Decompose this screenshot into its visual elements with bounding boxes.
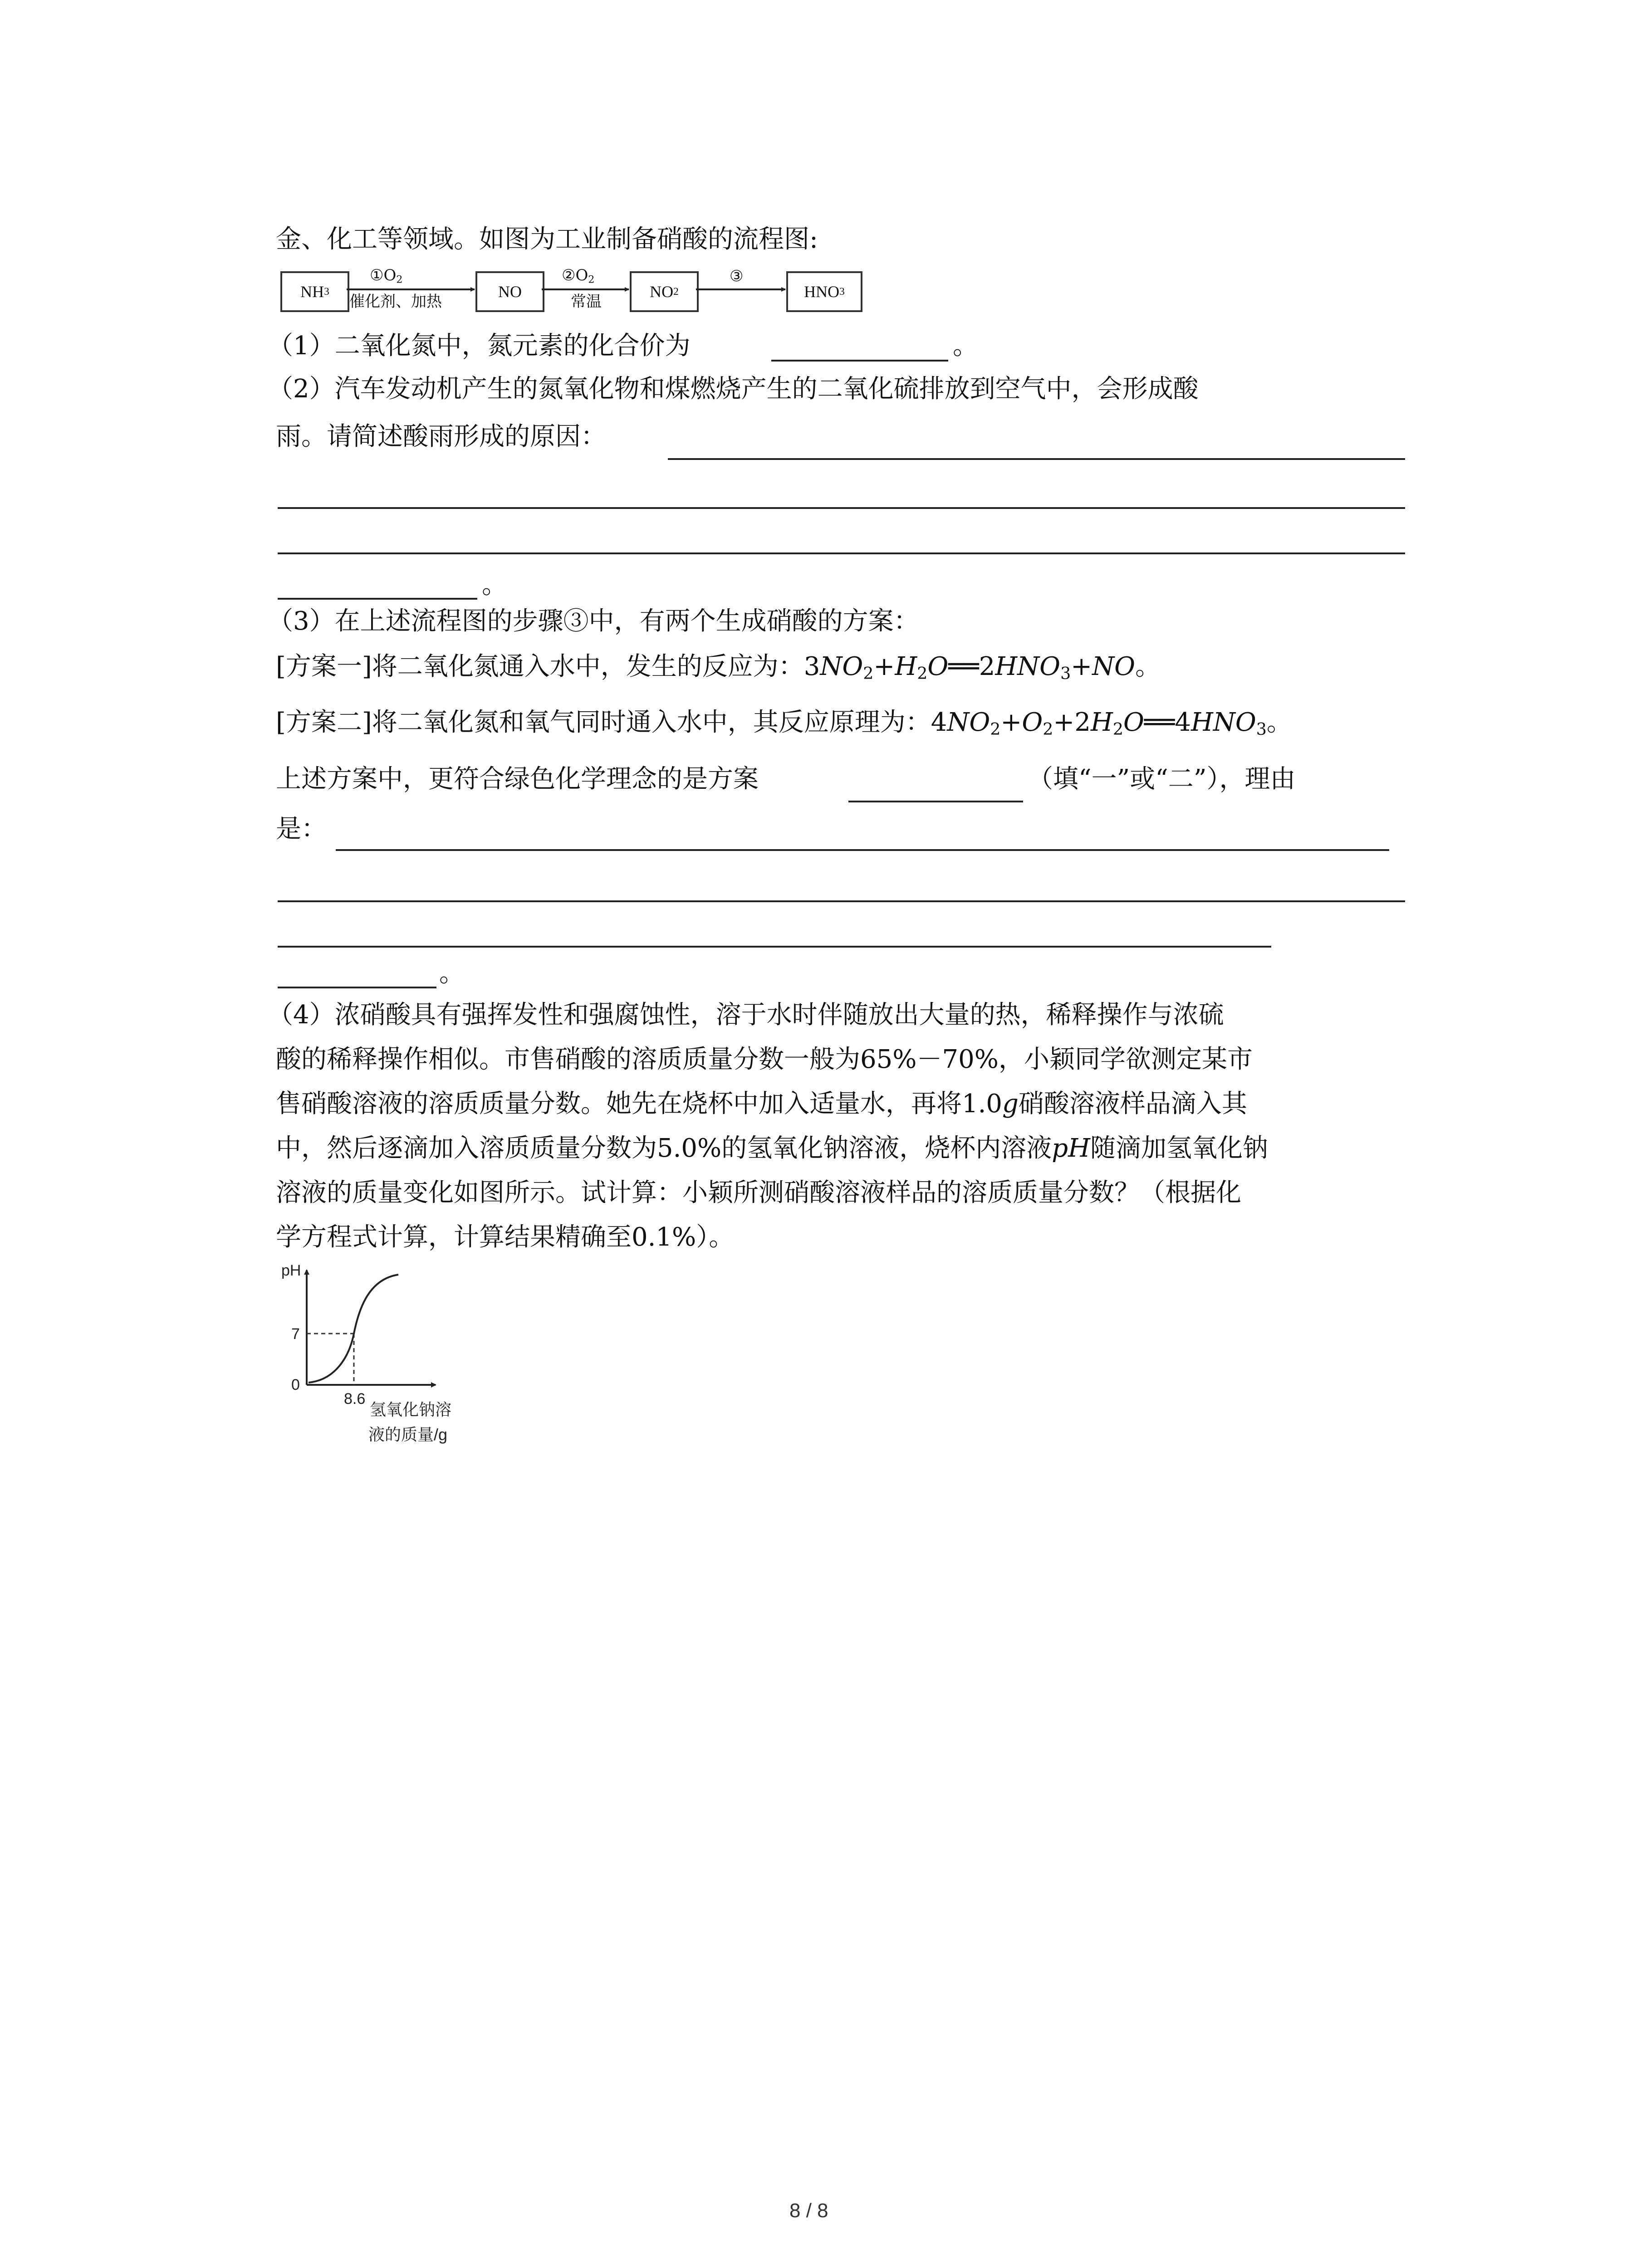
- x-tick-8-6: 8.6: [344, 1390, 366, 1408]
- q2-line-2: 雨。请简述酸雨形成的原因：: [276, 422, 606, 451]
- q3-line-1: （3）在上述流程图的步骤③中，有两个生成硝酸的方案：: [268, 606, 919, 636]
- q4-line-5: 溶液的质量变化如图所示。试计算：小颖所测硝酸溶液样品的溶质质量分数？（根据化: [276, 1178, 1241, 1207]
- q4-line-1: （4）浓硝酸具有强挥发性和强腐蚀性，溶于水时伴随放出大量的热，稀释操作与浓硫: [268, 1000, 1224, 1030]
- y-axis-label: pH: [281, 1262, 301, 1279]
- q3-reason-label: 是：: [276, 814, 327, 844]
- q3-end: 。: [439, 958, 465, 988]
- y-tick-0: 0: [291, 1376, 300, 1393]
- ph-chart: [272, 1261, 508, 1461]
- q3-reason-blank-3[interactable]: [278, 946, 1271, 948]
- q3-reason-blank-2[interactable]: [278, 900, 1405, 902]
- q2-answer-blank-4[interactable]: [278, 598, 477, 600]
- flow-step2-reagent: $②O_2$: [562, 266, 595, 286]
- q2-answer-blank-1[interactable]: [668, 458, 1405, 460]
- page-number: 8 / 8: [789, 2200, 828, 2222]
- q4-line-2: 酸的稀释操作相似。市售硝酸的溶质质量分数一般为65%－70%，小颖同学欲测定某市: [276, 1045, 1253, 1074]
- y-tick-7: 7: [291, 1325, 300, 1343]
- flow-box-hno3-text: HNO: [804, 283, 840, 301]
- q1-text: （1）二氧化氮中，氮元素的化合价为: [268, 331, 691, 361]
- x-axis-label-line-1: 氢氧化钠溶: [370, 1400, 452, 1419]
- flow-box-no2-text: NO: [650, 283, 674, 301]
- flow-arrows: [0, 0, 1641, 345]
- q3-choice-blank[interactable]: [848, 801, 1023, 802]
- flow-step1-condition: 催化剂、加热: [349, 293, 442, 311]
- q2-answer-blank-3[interactable]: [278, 552, 1405, 554]
- plan1-equation: $3NO_2+H_2O══2HNO_3+NO$。: [803, 652, 1161, 684]
- q1-answer-blank[interactable]: [771, 360, 948, 362]
- flow-box-no2: NO 2: [630, 271, 699, 312]
- q3-reason-blank-4[interactable]: [278, 987, 436, 988]
- q2-end: 。: [482, 570, 507, 600]
- q3-plan1: [方案一]将二氧化氮通入水中，发生的反应为：$3NO_2+H_2O══2HNO_3+NO$。: [276, 652, 1161, 684]
- q3-reason-blank-1[interactable]: [336, 849, 1389, 851]
- flow-box-nh3-text: NH: [300, 283, 324, 301]
- flow-box-no-text: NO: [498, 283, 522, 301]
- plan2-equation: $4NO_2+O_2+2H_2O══4HNO_3$。: [931, 708, 1292, 739]
- q4-line-6: 学方程式计算，计算结果精确至0.1%）。: [276, 1222, 735, 1252]
- q3-choice-hint: （填“一”或“二”），理由: [1028, 764, 1296, 794]
- flow-step2-condition: 常温: [571, 293, 602, 311]
- q4-line-4: 中，然后逐滴加入溶质质量分数为5.0%的氢氧化钠溶液，烧杯内溶液pH随滴加氢氧化钠: [276, 1134, 1268, 1163]
- flow-step3-label: ③: [730, 267, 744, 285]
- x-axis-label-line-2: 液的质量/g: [368, 1425, 448, 1444]
- q4-line-3: 售硝酸溶液的溶质质量分数。她先在烧杯中加入适量水，再将1.0g硝酸溶液样品滴入其: [276, 1089, 1247, 1119]
- q3-plan2: [方案二]将二氧化氮和氧气同时通入水中，其反应原理为：$4NO_2+O_2+2H_2O══4HNO_3$。: [276, 708, 1292, 739]
- q3-choice-line: 上述方案中，更符合绿色化学理念的是方案: [276, 764, 759, 794]
- intro-line: 金、化工等领域。如图为工业制备硝酸的流程图:: [276, 225, 818, 254]
- flow-box-hno3: HNO 3: [786, 271, 862, 312]
- q2-answer-blank-2[interactable]: [278, 507, 1405, 509]
- q2-line-1: （2）汽车发动机产生的氮氧化物和煤燃烧产生的二氧化硫排放到空气中，会形成酸: [268, 374, 1199, 404]
- flow-step1-reagent: $①O_2$: [370, 266, 403, 286]
- q1-end: 。: [953, 331, 978, 361]
- flow-box-nh3: NH 3: [280, 271, 349, 312]
